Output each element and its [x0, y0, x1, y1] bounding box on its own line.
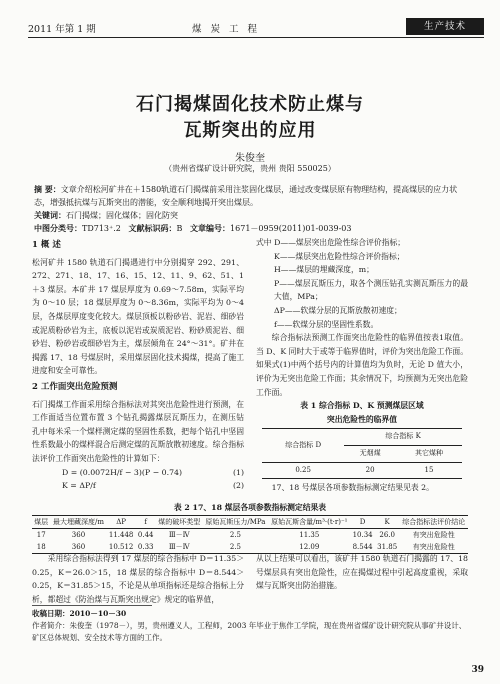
author: 朱俊奎 — [235, 153, 265, 164]
abstract-block — [34, 183, 464, 235]
header-rule — [28, 37, 484, 38]
equation-1-number: (1) — [232, 467, 244, 477]
equation-2-number: (2) — [232, 481, 244, 491]
equation-1: D = (0.0072H/f − 3)(P − 0.74) (1) — [32, 466, 244, 480]
doc-code: B — [176, 224, 183, 233]
keywords: 石门揭煤；固化煤体；固化防突 — [66, 211, 178, 220]
t1-value-k2: 15 — [424, 465, 434, 474]
class-code: TD713⁺.2 — [82, 224, 121, 233]
table-header-cell: ΔP — [107, 516, 136, 529]
table-row — [32, 529, 468, 542]
table-header-cell: K — [375, 516, 400, 529]
table-cell: 10.34 — [352, 531, 373, 539]
affiliation: （贵州省煤矿设计研究院，贵州 贵阳 550025） — [164, 164, 336, 173]
section-1-heading: 1 概 述 — [32, 240, 61, 250]
section-2-text: 石门揭煤工作面采用综合指标法对其突出危险性进行预测，在工作面适当位置布置 3 个钻孔揭露煤层瓦斯压力，在测压钻孔中每米采一个煤样测定煤的坚固性系数，把每个钻孔中坚固性系数最小的煤样混合后测定煤的瓦斯放散初速度。综合指标法评价工作面突出危险性的计算如下： — [32, 399, 244, 463]
equation-2: K = ΔP/f (2) — [32, 479, 244, 493]
table-header-cell: f — [136, 516, 156, 529]
table-cell: 2.5 — [229, 543, 242, 551]
table-cell: 11.448 — [108, 531, 134, 539]
t1-value-d: 0.25 — [295, 465, 311, 474]
section-2-heading: 2 工作面突出危险预测 — [32, 381, 118, 392]
class-label: 中图分类号： — [34, 223, 82, 233]
table-header-cell: 综合指标法评价结论 — [399, 516, 468, 529]
issue-label: 2011 年第 1 期 — [28, 24, 96, 35]
table-2-reference: 17、18 号煤层各项参数指标测定结果见表 2。 — [271, 483, 434, 493]
criteria-text: 综合指标法预测工作面突出危险性的临界值按表1取值。当 D、K 同时大于或等于临界值时，评价为突出危险工作面。如果式(1)中两个括号内的计算值均为负时，无论 D 值大小，评价为无突出危险工作面；其余情况下，均预测为无突出危险工作面。 — [256, 333, 468, 397]
running-header — [28, 20, 484, 34]
left-column — [32, 236, 244, 493]
table-cell: 11.35 — [299, 531, 320, 539]
conclusion-left-text: 采用综合指标法得到 17 煤层的综合指标中 D＝11.35＞0.25，K＝26.0＞15，18 煤层的综合指标中 D＝8.544＞0.25，K＝31.85＞15，不论是从单项指标还是综合指标上分析，都超过《防治煤与瓦斯突出规定》规定的临界值， — [32, 554, 244, 604]
table-header-cell: 煤的破坏类型 — [156, 516, 203, 529]
page-number: 39 — [471, 665, 484, 675]
footnote-rule — [32, 605, 152, 606]
table-cell: Ⅲ－Ⅳ — [168, 531, 190, 539]
t1-col-d: 综合指标 D — [262, 429, 344, 462]
t1-value-k1: 20 — [365, 465, 375, 474]
table-header-cell: 原始瓦斯含量/m³·(t·r)⁻¹ — [268, 516, 350, 529]
table-1 — [262, 428, 462, 479]
abstract-label: 摘 要： — [34, 184, 61, 194]
t1-sub-anthracite: 无烟煤 — [344, 445, 396, 462]
where-d: 式中 D——煤层突出危险性综合评价指标； — [256, 238, 406, 247]
table-cell: 17 — [36, 531, 46, 539]
table-cell: 360 — [71, 531, 86, 539]
table-2-caption: 表 2 17、18 煤层各项参数指标测定结果表 — [173, 503, 327, 512]
conclusion-right — [256, 552, 468, 593]
conclusion-right-text: 从以上结果可以看出，该矿井 1580 轨道石门揭露的 17、18 号煤层具有突出危险性，应在揭煤过程中引起高度重视，采取煤与瓦斯突出防治措施。 — [256, 554, 468, 591]
table-cell: 26.0 — [379, 531, 395, 539]
title-line-1: 石门揭煤固化技术防止煤与 — [136, 94, 364, 115]
table-2-block — [32, 502, 468, 554]
where-k: K——煤层突出危险性综合评价指标； — [274, 251, 405, 261]
table-header-cell: 原始瓦斯压力/MPa — [203, 516, 269, 529]
table-header-row — [32, 516, 468, 529]
table-cell: 0.33 — [137, 543, 154, 551]
table-header-cell: 煤层 — [32, 516, 50, 529]
keywords-label: 关键词： — [34, 210, 66, 220]
received-date: 收稿日期：2010－10－30 — [32, 609, 127, 618]
right-column — [256, 236, 468, 495]
table-cell: 360 — [71, 543, 86, 551]
t1-col-k: 综合指标 K — [344, 429, 462, 446]
t1-sub-other: 其它煤种 — [396, 445, 462, 462]
journal-name: 煤 炭 工 程 — [192, 24, 261, 35]
section-1-text: 松河矿井 1580 轨道石门揭遇进行中分别揭穿 292、291、272、271、18、17、16、15、12、11、9、62、51、1＋3 煤层。本矿井 17 煤层厚度为 0.69～7.58m，实际平均为 0～10 层；18 煤层厚度为 0～8.36m，实际平均为 0～4 层，各煤层厚度变化较大。煤层顶板以粉砂岩、泥岩、细砂岩或泥质粉砂岩为主，底板以泥岩或炭质泥岩、粉砂质泥岩、细砂岩、粉砂岩或细砂岩为主，煤层倾角在 24°～31°。矿井在揭露 17、18 号煤层时，采用煤层固化技术揭煤，提高了施工进度和安全可靠性。 — [32, 257, 244, 376]
table-header-cell: 最大埋藏深度/m — [50, 516, 106, 529]
table-cell: Ⅲ－Ⅳ — [168, 543, 190, 551]
table-1-caption-2: 突出危险性的临界值 — [326, 414, 398, 424]
where-f: f——软煤分层的坚固性系数。 — [274, 319, 379, 329]
table-cell: 有突出危险性 — [412, 531, 455, 539]
title-line-2: 瓦斯突出的应用 — [183, 120, 317, 141]
doc-label: 文献标识码： — [128, 223, 177, 233]
table-cell: 有突出危险性 — [412, 543, 455, 551]
author-bio: 作者简介：朱俊奎（1978－），男，贵州遵义人，工程师，2003 年毕业于焦作工学院，现在贵州省煤矿设计研究院从事矿井设计、矿区总体规划、安全技术等方面的工作。 — [32, 621, 467, 642]
column-badge: 生产技术 — [406, 18, 484, 35]
where-h: H——煤层的埋藏深度，m； — [274, 265, 374, 275]
table-cell: 10.512 — [108, 543, 134, 551]
where-p: P——煤层瓦斯压力，取各个测压钻孔实测瓦斯压力的最大值，MPa； — [274, 278, 468, 302]
table-cell: 8.544 — [352, 543, 373, 551]
abstract-text: 文章介绍松河矿井在＋1580轨道石门揭煤前采用注浆固化煤层，通过改变煤层原有物理结构，提高煤层的应力状态，增强抵抗煤与瓦斯突出的潜能，安全顺利地揭开突出煤层。 — [34, 185, 458, 207]
article-label: 文章编号： — [190, 223, 231, 233]
table-1-caption-1: 表 1 综合指标 D、K 预测煤层区域 — [300, 401, 424, 411]
table-2 — [32, 515, 468, 554]
article-code: 1671－0959(2011)01-0039-03 — [230, 224, 352, 233]
conclusion-left — [32, 552, 244, 606]
table-cell: 12.09 — [299, 543, 320, 551]
table-cell: 31.85 — [377, 543, 398, 551]
table-cell: 18 — [36, 543, 46, 551]
table-header-cell: D — [350, 516, 375, 529]
table-cell: 0.44 — [137, 531, 154, 539]
table-cell: 2.5 — [229, 531, 242, 539]
where-dp: ΔP——软煤分层的瓦斯放散初速度； — [274, 305, 402, 315]
